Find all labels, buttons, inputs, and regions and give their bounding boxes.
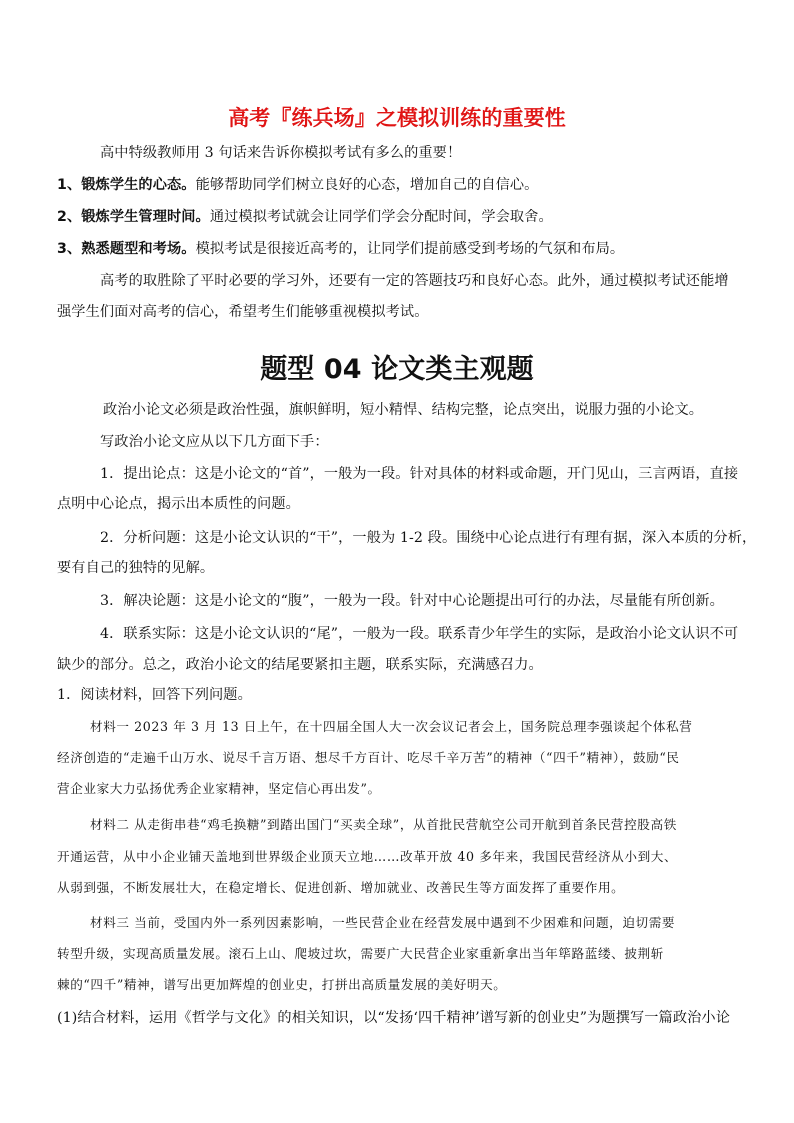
- closing-paragraph-cont: 强学生们面对高考的信心，希望考生们能够重视模拟考试。: [57, 304, 429, 320]
- point-item: [57, 175, 757, 195]
- material-line: 经济创造的“走遍千山万水、说尽千言万语、想尽千方百计、吃尽千辛万苦”的精神（“四千”精神），鼓励“民: [57, 750, 680, 765]
- material-line: 材料三 当前，受国内外一系列因素影响，一些民营企业在经营发展中遇到不少困难和问题，迫切需要: [90, 915, 676, 930]
- step-item-cont: 缺少的部分。总之，政治小论文的结尾要紧扣主题，联系实际，充满感召力。: [57, 657, 543, 673]
- closing-paragraph: 高考的取胜除了平时必要的学习外，还要有一定的答题技巧和良好心态。此外，通过模拟考试还能增: [100, 273, 729, 289]
- point-lead: 3、熟悉题型和考场。: [57, 241, 196, 257]
- intro-text: 高中特级教师用 3 句话来告诉你模拟考试有多么的重要！: [100, 145, 462, 161]
- step-item: 2．分析问题：这是小论文认识的“干”，一般为 1-2 段。围绕中心论点进行有理有据，深入本质的分析，: [100, 530, 757, 546]
- material-line: 材料一 2023 年 3 月 13 日上午，在十四届全国人大一次会议记者会上，国务院总理李强谈起个体私营: [90, 719, 693, 734]
- sub-question: (1)结合材料，运用《哲学与文化》的相关知识，以“发扬‘四千精神’谱写新的创业史”为题撰写一篇政治小论: [57, 1010, 730, 1026]
- material-line: 转型升级，实现高质量发展。滚石上山、爬坡过坎，需要广大民营企业家重新拿出当年筚路蓝缕、披荆斩: [57, 946, 664, 961]
- material-line: 材料二 从走街串巷“鸡毛换糖”到踏出国门“买卖全球”，从首批民营航空公司开航到首条民营控股高铁: [90, 817, 677, 832]
- material-line: 从弱到强，不断发展壮大，在稳定增长、促进创新、增加就业、改善民生等方面发挥了重要作用。: [57, 880, 625, 895]
- material-line: 棘的“四千”精神，谱写出更加辉煌的创业史，打拼出高质量发展的美好明天。: [57, 977, 507, 992]
- section-title: 题型 04 论文类主观题: [260, 354, 534, 385]
- step-item: 4．联系实际：这是小论文认识的“尾”，一般为一段。联系青少年学生的实际，是政治小论文认识不可: [100, 626, 739, 642]
- material-line: 营企业家大力弘扬优秀企业家精神，坚定信心再出发”。: [57, 781, 381, 796]
- point-lead: 2、锻炼学生管理时间。: [57, 209, 210, 225]
- point-text: 通过模拟考试就会让同学们学会分配时间，学会取舍。: [209, 209, 553, 225]
- point-item: [57, 239, 757, 259]
- step-item-cont: 要有自己的独特的见解。: [57, 560, 215, 576]
- point-item: [57, 207, 757, 227]
- question-number: 1．阅读材料，回答下列问题。: [57, 687, 252, 703]
- step-item-cont: 点明中心论点，揭示出本质性的问题。: [57, 496, 300, 512]
- step-item: 3．解决论题：这是小论文的“腹”，一般为一段。针对中心论题提出可行的办法，尽量能有所创新。: [100, 593, 724, 609]
- section-intro: 政治小论文必须是政治性强，旗帜鲜明，短小精悍、结构完整，论点突出，说服力强的小论文。: [103, 402, 704, 418]
- step-item: 1．提出论点：这是小论文的“首”，一般为一段。针对具体的材料或命题，开门见山，三言两语，直接: [100, 466, 739, 482]
- point-lead: 1、锻炼学生的心态。: [57, 177, 196, 193]
- point-text: 能够帮助同学们树立良好的心态，增加自己的自信心。: [195, 177, 539, 193]
- page-title: 高考『练兵场』之模拟训练的重要性: [228, 106, 566, 130]
- material-line: 开通运营，从中小企业铺天盖地到世界级企业顶天立地……改革开放 40 多年来，我国民营经济从小到大、: [57, 849, 678, 864]
- point-text: 模拟考试是很接近高考的，让同学们提前感受到考场的气氛和布局。: [195, 241, 625, 257]
- section-intro: 写政治小论文应从以下几方面下手：: [100, 434, 329, 450]
